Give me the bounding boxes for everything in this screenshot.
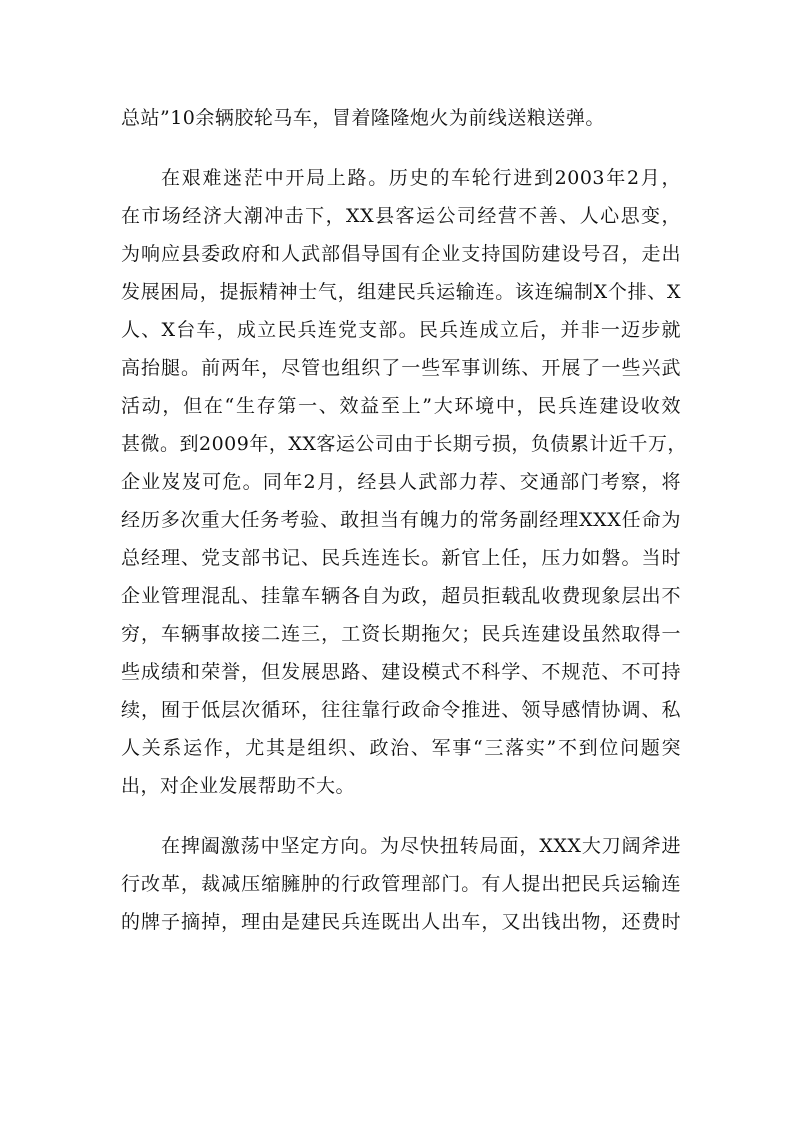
- text-line-8: 活动，但在“生存第一、效益至上”大环境中，民兵连建设收效: [121, 395, 681, 417]
- text-line-18: 出，对企业发展帮助不大。: [121, 775, 356, 797]
- text-line-9: 甚微。到2009年，XX客运公司由于长期亏损，负债累计近千万，: [121, 433, 687, 455]
- text-line-11: 经历多次重大任务考验、敢担当有魄力的常务副经理XXX任命为: [121, 509, 681, 531]
- text-line-21: 的牌子摘掉，理由是建民兵连既出人出车，又出钱出物，还费时: [121, 911, 681, 933]
- text-line-4: 为响应县委政府和人武部倡导国有企业支持国防建设号召，走出: [121, 243, 681, 265]
- text-line-7: 高抬腿。前两年，尽管也组织了一些军事训练、开展了一些兴武: [121, 357, 681, 379]
- text-line-6: 人、X台车，成立民兵连党支部。民兵连成立后，并非一迈步就: [121, 319, 681, 341]
- text-line-2: 在艰难迷茫中开局上路。历史的车轮行进到2003年2月，: [161, 167, 681, 189]
- text-line-19: 在捭阖激荡中坚定方向。为尽快扭转局面，XXX大刀阔斧进: [161, 835, 681, 857]
- text-line-20: 行改革，裁减压缩臃肿的行政管理部门。有人提出把民兵运输连: [121, 873, 681, 895]
- text-line-10: 企业岌岌可危。同年2月，经县人武部力荐、交通部门考察，将: [121, 471, 681, 493]
- text-line-1: 总站”10余辆胶轮马车，冒着隆隆炮火为前线送粮送弹。: [121, 107, 605, 129]
- text-line-5: 发展困局，提振精神士气，组建民兵运输连。该连编制X个排、X: [121, 281, 681, 303]
- text-line-17: 人关系运作，尤其是组织、政治、军事“三落实”不到位问题突: [121, 737, 681, 759]
- text-line-16: 续，囿于低层次循环，往往靠行政命令推进、领导感情协调、私: [121, 699, 681, 721]
- text-line-12: 总经理、党支部书记、民兵连连长。新官上任，压力如磐。当时: [121, 547, 681, 569]
- text-line-3: 在市场经济大潮冲击下，XX县客运公司经营不善、人心思变，: [121, 205, 681, 227]
- text-line-13: 企业管理混乱、挂靠车辆各自为政，超员拒载乱收费现象层出不: [121, 585, 681, 607]
- text-line-14: 穷，车辆事故接二连三，工资长期拖欠；民兵连建设虽然取得一: [121, 623, 681, 645]
- text-line-15: 些成绩和荣誉，但发展思路、建设模式不科学、不规范、不可持: [121, 661, 681, 683]
